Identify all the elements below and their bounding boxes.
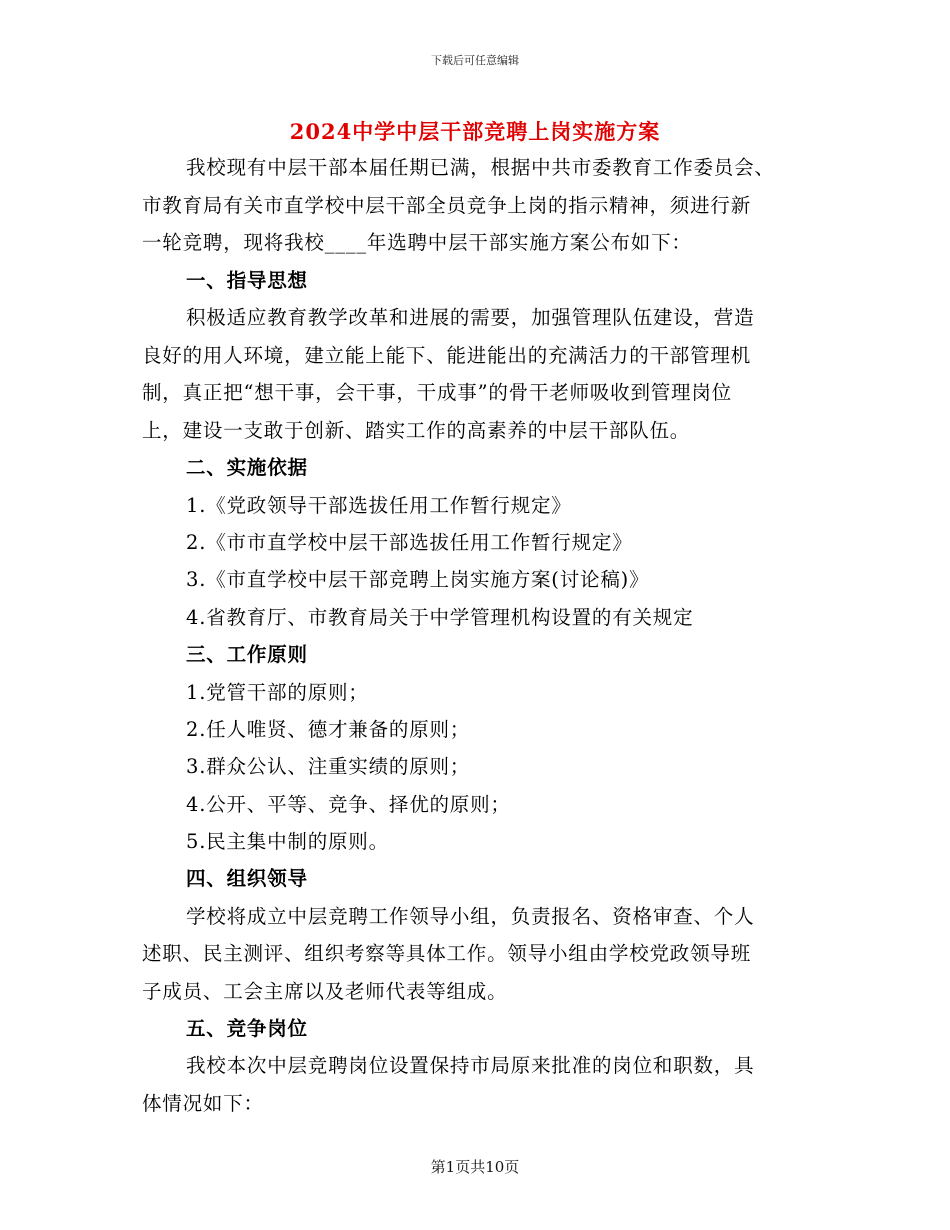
paragraph-line: 市教育局有关市直学校中层干部全员竞争上岗的指示精神，须进行新 [142, 194, 752, 217]
paragraph-line: 良好的用人环境，建立能上能下、能进能出的充满活力的干部管理机 [142, 344, 752, 367]
paragraph-line: 我校本次中层竞聘岗位设置保持市局原来批准的岗位和职数，具 [186, 1054, 755, 1077]
list-item: 2.《市市直学校中层干部选拔任用工作暂行规定》 [186, 531, 633, 554]
section-heading: 四、组织领导 [186, 867, 308, 890]
list-item: 4.公开、平等、竞争、择优的原则； [186, 793, 511, 816]
section-heading: 三、工作原则 [186, 643, 308, 666]
list-item: 2.任人唯贤、德才兼备的原则； [186, 718, 471, 741]
section-heading: 一、指导思想 [186, 269, 308, 292]
list-item: 1.党管干部的原则； [186, 681, 369, 704]
list-item: 4.省教育厅、市教育局关于中学管理机构设置的有关规定 [186, 606, 694, 629]
paragraph-line: 学校将成立中层竞聘工作领导小组，负责报名、资格审查、个人 [186, 905, 755, 928]
list-item: 5.民主集中制的原则。 [186, 830, 389, 853]
paragraph-line: 子成员、工会主席以及老师代表等组成。 [142, 980, 508, 1003]
paragraph-line: 积极适应教育教学改革和进展的需要，加强管理队伍建设，营造 [186, 306, 755, 329]
paragraph-line: 述职、民主测评、组织考察等具体工作。领导小组由学校党政领导班 [142, 942, 752, 965]
section-heading: 二、实施依据 [186, 456, 308, 479]
list-item: 1.《党政领导干部选拔任用工作暂行规定》 [186, 494, 572, 517]
list-item: 3.《市直学校中层干部竞聘上岗实施方案(讨论稿)》 [186, 568, 650, 591]
list-item: 3.群众公认、注重实绩的原则； [186, 755, 471, 778]
paragraph-line: 我校现有中层干部本届任期已满，根据中共市委教育工作委员会、 [186, 156, 775, 179]
page-header: 下载后可任意编辑 [431, 54, 519, 67]
document-title: 2024中学中层干部竞聘上岗实施方案 [289, 119, 661, 144]
section-heading: 五、竞争岗位 [186, 1017, 308, 1040]
paragraph-line: 上，建设一支敢于创新、踏实工作的高素养的中层干部队伍。 [142, 419, 691, 442]
paragraph-line: 制，真正把“想干事，会干事，干成事”的骨干老师吸收到管理岗位 [142, 381, 732, 404]
paragraph-line: 体情况如下： [142, 1092, 264, 1115]
page-number: 第1页共10页 [430, 1158, 520, 1176]
paragraph-line: 一轮竞聘，现将我校____年选聘中层干部实施方案公布如下： [142, 231, 692, 254]
